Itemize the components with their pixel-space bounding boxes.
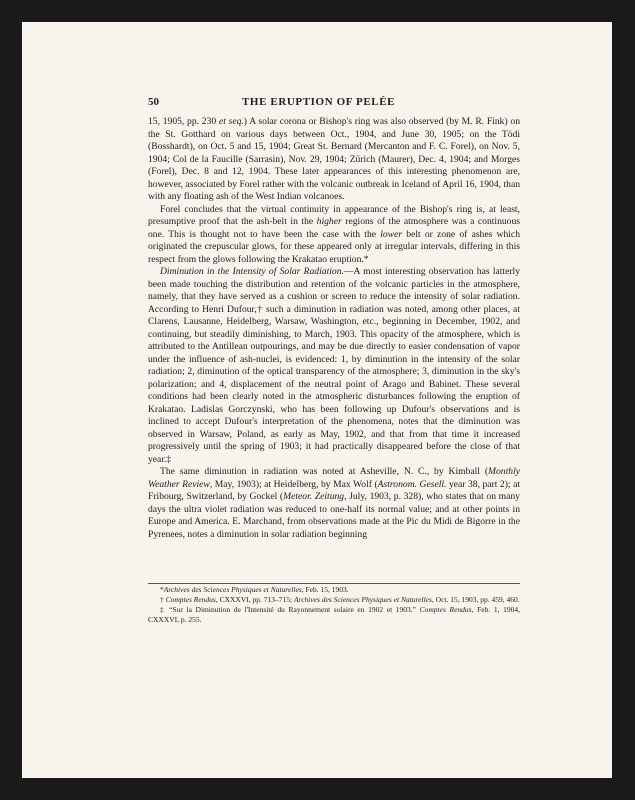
footnote-1: [148, 585, 520, 595]
text-run: year 38, part 2); at Fribourg, Switzerland, by Gockel (: [148, 478, 521, 502]
running-head: THE ERUPTION OF PELÉE: [242, 96, 396, 108]
italic-run: et seq.: [218, 116, 244, 127]
italic-run: Meteor. Zeitung: [283, 491, 345, 502]
footnote-divider: [148, 583, 520, 584]
text-run: The same diminution in radiation was noted at Asheville, N. C., by Kimball (: [160, 466, 489, 477]
italic-run: Archives des Sciences Physiques et Naturelles: [163, 585, 302, 594]
italic-run: Monthly Weather Review: [148, 466, 520, 490]
page-number: 50: [148, 96, 159, 108]
italic-run: Comptes Rendus: [419, 605, 472, 614]
italic-run: lower: [380, 228, 403, 240]
text-run: belt or zone of ashes which originated the crepuscular glows, for these appeared only at irregular intervals, differing in this respect from the glows following the Krakatao eruption.*: [148, 228, 520, 265]
text-run: †: [160, 595, 166, 604]
italic-run: Archives des Sciences Physiques et Naturelles: [293, 595, 432, 604]
footnote-3: [148, 605, 520, 625]
text-run: , CXXXVI, pp. 713–715;: [215, 595, 294, 604]
text-run: , Feb. 1, 1904, CXXXVI, p. 255.: [148, 605, 521, 624]
section-heading: Diminution in the Intensity of Solar Radiation.: [160, 266, 344, 277]
text-run: , Oct. 15, 1903, pp. 459, 460.: [431, 595, 520, 604]
text-run: regions of the atmosphere was a continuous one. This is thought not to have been the case with the: [148, 216, 520, 240]
footnotes: [148, 585, 520, 625]
text-run: Forel concludes that the virtual continuity in appearance of the Bishop's ring is, at least, presumptive proof that the ash-belt in the: [148, 203, 520, 227]
italic-run: Comptes Rendus: [165, 595, 216, 604]
page-header: [148, 96, 520, 112]
italic-run: higher: [316, 216, 342, 227]
footnote-2: [148, 595, 520, 605]
text-run: , July, 1903, p. 328), who states that on many days the ultra violet radiation was reduced to one-half its normal value; and at other points in Europe and America. E. Marchand, from observations made at the Pic du Midi de Bigorre in the Pyrenees, notes a diminution in solar radiation beginning: [148, 491, 520, 540]
text-run: , May, 1903); at Heidelberg, by Max Wolf (: [209, 478, 378, 490]
text-run: *: [160, 585, 164, 594]
paragraph-3: [148, 266, 520, 466]
paragraph-4: [148, 466, 520, 541]
text-run: 15, 1905, pp. 230: [148, 116, 219, 127]
text-run: —A most interesting observation has latterly been made touching the distribution and retention of the volcanic particles in the atmosphere, namely, that they have served as a cushion or screen to reduce the intensity of solar radiation. According to Henri Dufour,† such a diminution in radiation was noted, among other places, at Clarens, Lausanne, Heidelberg, Warsaw, Washington, etc., beginning in December, 1902, and continuing, but steadily diminishing, to March, 1903. This opacity of the atmosphere, which is attributed to the Antillean outpourings, and may be due directly to easier condensation of vapor under the influence of ash-nuclei, is evidenced: 1, by diminution in the intensity of the solar radiation; 2, diminution of the optical transparency of the atmosphere; 3, diminution in the sky's polarization; and 4, displacement of the neutral point of Arago and Babinet. These several conditions had been clearly noted in the atmospheric disturbances following the eruption of Krakatao. Ladislas Gorczynski, who has been following up Dufour's observations and is inclined to accept Dufour's interpretation of the phenomena, notes that the diminution was observed in Warsaw, Poland, as early as May, 1902, and that from that time it increased progressively until the spring of 1903; it had practically disappeared before the close of that year.‡: [148, 266, 521, 465]
paragraph-1: [148, 116, 520, 204]
text-run: ) A solar corona or Bishop's ring was also observed (by M. R. Fink) on the St. Gotthard on various days between Oct., 1904, and June 30, 1905; on the Tödi (Bosshardt), on Oct. 5 and 15, 1904; Great St. Bernard (Mercanton and F. C. Forel), on Nov. 5, 1904; Col de la Faucille (Sarrasin), Nov. 29, 1904; Zürich (Maurer), Dec. 4, 1904; and Morges (Forel), Dec. 8 and 12, 1904. These later appearances of this interesting phenomenon are, however, associated by Forel rather with the volcanic outbreak in Iceland of April 16, 1904, than with any floating ash of the West Indian volcanoes.: [148, 116, 520, 202]
italic-run: Astronom. Gesell.: [377, 478, 447, 490]
text-run: ‡ “Sur la Diminution de l'Intensité du Rayonnement solaire en 1902 et 1903.”: [160, 605, 420, 614]
body-text: [148, 116, 520, 541]
text-run: , Feb. 15, 1903.: [301, 585, 349, 594]
paragraph-2: [148, 204, 520, 267]
